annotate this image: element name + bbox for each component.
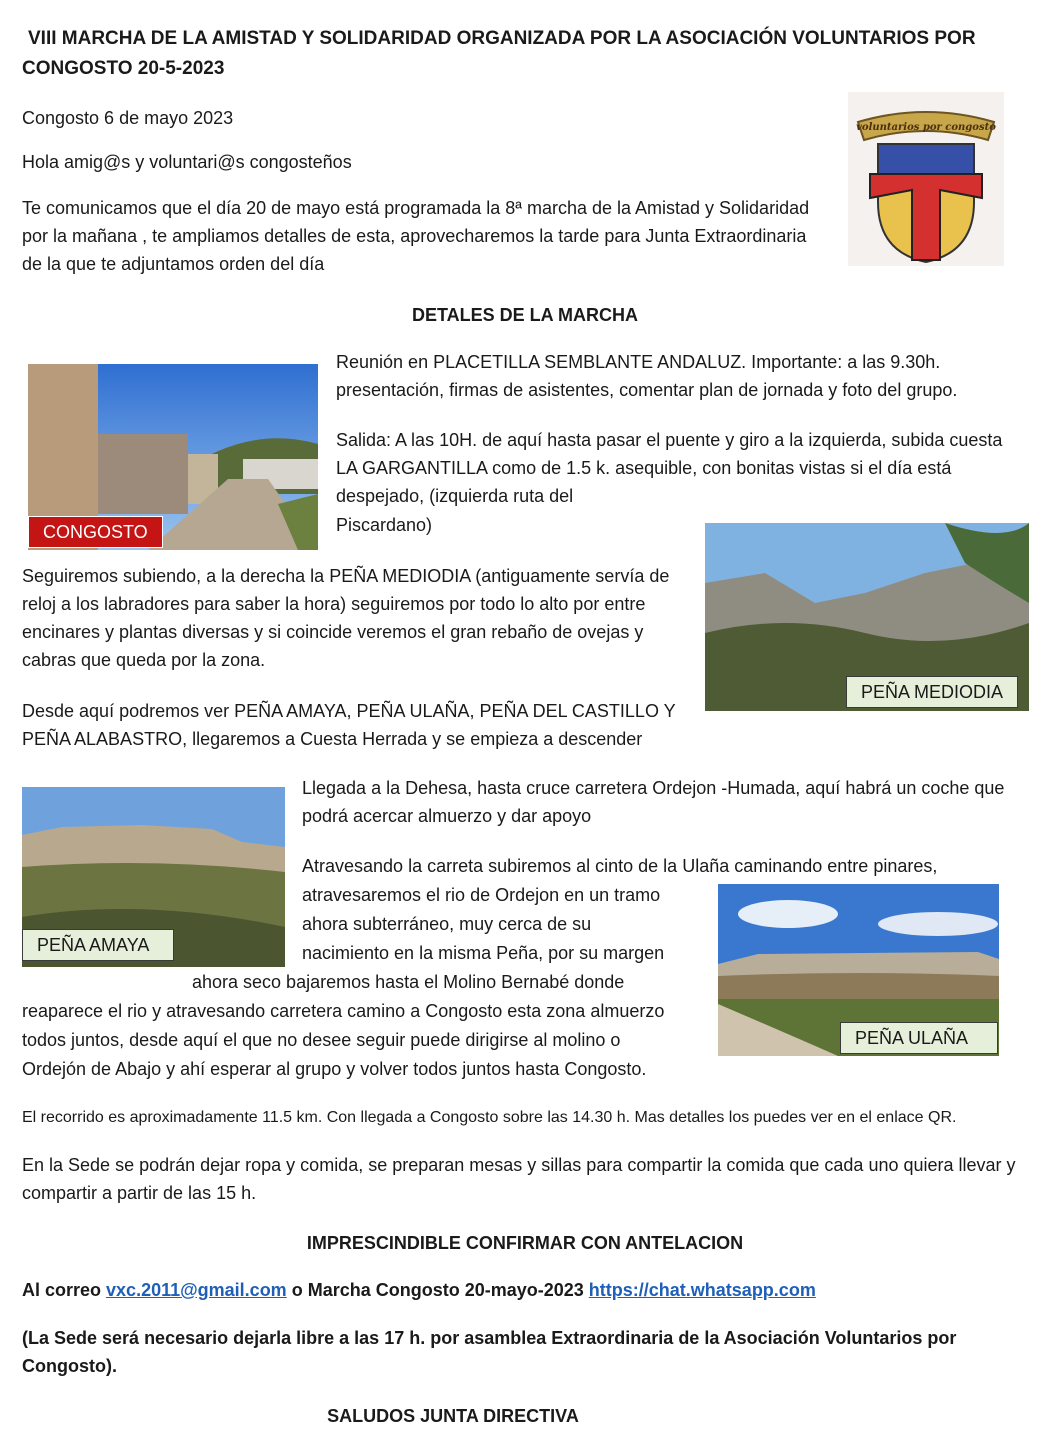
- caption-congosto: CONGOSTO: [28, 516, 163, 548]
- greeting: Hola amig@s y voluntari@s congosteños: [22, 152, 352, 172]
- whatsapp-link[interactable]: https://chat.whatsapp.com: [588, 1280, 816, 1300]
- salida-paragraph-end: Piscardano): [336, 515, 433, 535]
- reunion-paragraph: Reunión en PLACETILLA SEMBLANTE ANDALUZ. Importante: a las 9.30h. presentación, firmas de asistentes, comentar plan de jornada y foto del grupo.: [336, 352, 958, 400]
- atravesando-line-5: ahora seco bajaremos hasta el Molino Bernabé donde: [192, 972, 625, 992]
- shield-logo-icon: [848, 92, 1004, 266]
- atravesando-line-8: Ordejón de Abajo y ahí esperar al grupo y volver todos juntos hasta Congosto.: [22, 1059, 647, 1079]
- caption-pena-mediodia: PEÑA MEDIODIA: [846, 676, 1018, 708]
- atravesando-line-2: atravesaremos el rio de Ordejon en un tramo: [302, 885, 661, 905]
- salida-paragraph: Salida: A las 10H. de aquí hasta pasar el puente y giro a la izquierda, subida cuesta LA GARGANTILLA como de 1.5 k. asequible, con bonitas vistas si el día está despejado, (izquierda ruta del: [336, 430, 1003, 506]
- sede-paragraph: En la Sede se podrán dejar ropa y comida, se preparan mesas y sillas para compartir la comida que cada uno quiera llevar y compartir a partir de las 15 h.: [22, 1155, 1016, 1203]
- caption-pena-amaya: PEÑA AMAYA: [22, 929, 174, 961]
- association-logo: [848, 92, 1004, 266]
- atravesando-line-1: Atravesando la carreta subiremos al cinto de la Ulaña caminando entre pinares,: [302, 856, 938, 876]
- date-line: Congosto 6 de mayo 2023: [22, 108, 234, 128]
- atravesando-line-6: reaparece el rio y atravesando carretera camino a Congosto esta zona almuerzo: [22, 1001, 665, 1021]
- logo-text: voluntarios por congosto: [856, 122, 996, 133]
- sede-note: (La Sede será necesario dejarla libre a las 17 h. por asamblea Extraordinaria de la Asociación Voluntarios por Congosto).: [22, 1328, 957, 1376]
- intro-paragraph: Te comunicamos que el día 20 de mayo está programada la 8ª marcha de la Amistad y Solidaridad por la mañana , te ampliamos detalles de esta, aprovecharemos la tarde para Junta Extraordinaria de la que te adjuntamos orden del día: [22, 198, 810, 274]
- desde-paragraph: Desde aquí podremos ver PEÑA AMAYA, PEÑA ULAÑA, PEÑA DEL CASTILLO Y PEÑA ALABASTRO, llegaremos a Cuesta Herrada y se empieza a descender: [22, 701, 676, 749]
- contact-middle: o Marcha Congosto 20-mayo-2023: [286, 1280, 589, 1300]
- atravesando-line-4: nacimiento en la misma Peña, por su margen: [302, 943, 665, 963]
- seguiremos-paragraph: Seguiremos subiendo, a la derecha la PEÑA MEDIODIA (antiguamente servía de reloj a los labradores para saber la hora) seguiremos por todo lo alto por entre encinares y plantas diversas y si coincide veremos el gran rebaño de ovejas y cabras que queda por la zona.: [22, 566, 670, 670]
- email-link[interactable]: vxc.2011@gmail.com: [106, 1280, 287, 1300]
- contact-prefix: Al correo: [22, 1280, 107, 1300]
- atravesando-line-3: ahora subterráneo, muy cerca de su: [302, 914, 592, 934]
- atravesando-line-7: todos juntos, desde aquí el que no desee seguir puede dirigirse al molino o: [22, 1030, 621, 1050]
- caption-pena-ulana: PEÑA ULAÑA: [840, 1022, 998, 1054]
- confirm-heading: IMPRESCINDIBLE CONFIRMAR CON ANTELACION: [306, 1233, 744, 1253]
- llegada-paragraph: Llegada a la Dehesa, hasta cruce carretera Ordejon -Humada, aquí habrá un coche que podrá acercar almuerzo y dar apoyo: [302, 778, 1005, 826]
- closing-signature: SALUDOS JUNTA DIRECTIVA: [327, 1406, 579, 1426]
- contact-line: [22, 1276, 816, 1304]
- document-title: VIII MARCHA DE LA AMISTAD Y SOLIDARIDAD ORGANIZADA POR LA ASOCIACIÓN VOLUNTARIOS POR CONGOSTO 20-5-2023: [22, 28, 976, 79]
- recorrido-paragraph: El recorrido es aproximadamente 11.5 km. Con llegada a Congosto sobre las 14.30 h. Mas detalles los puedes ver en el enlace QR.: [22, 1109, 957, 1126]
- section-heading: DETALES DE LA MARCHA: [412, 305, 638, 325]
